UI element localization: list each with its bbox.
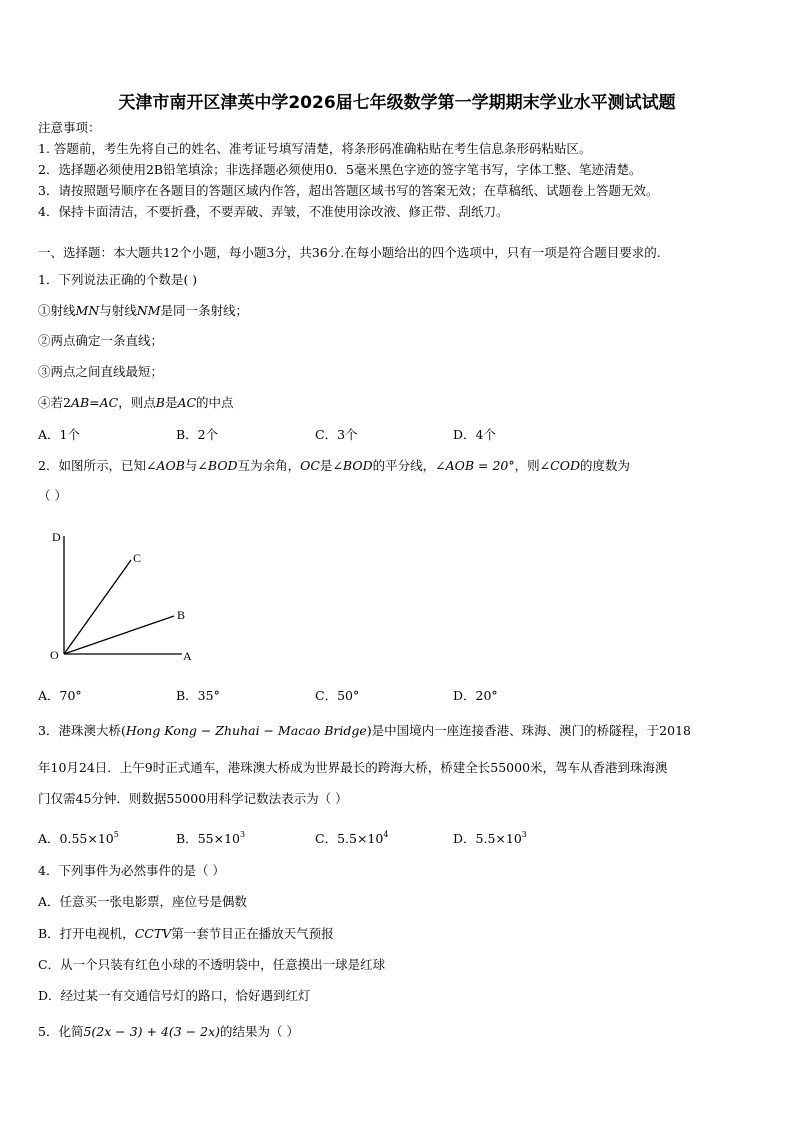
label-a: A (183, 649, 192, 663)
q1-statement-4: ④若2AB=AC，则点B是AC的中点 (38, 395, 234, 410)
q4-option-a: A．任意买一张电影票，座位号是偶数 (38, 894, 248, 909)
q4-option-b: B．打开电视机，CCTV第一套节目正在播放天气预报 (38, 926, 334, 941)
q3-option-d: D．$5.5\times 10^3$ (453, 830, 527, 846)
question-2-paren: （ ） (38, 488, 67, 503)
notice-item: 1. 答题前，考生先将自己的姓名、准考证号填写清楚，将条形码准确粘贴在考生信息条形码粘贴区。 (38, 141, 592, 156)
notice-item: 4．保持卡面清洁，不要折叠，不要弄破、弄皱，不准使用涂改液、修正带、刮纸刀。 (38, 204, 509, 219)
label-o: O (50, 648, 59, 662)
q1-option-a: A．1个 (38, 427, 80, 442)
q4-option-c: C．从一个只装有红色小球的不透明袋中，任意摸出一球是红球 (38, 957, 386, 972)
question-1-stem: 1．下列说法正确的个数是( ) (38, 272, 198, 287)
q2-option-b: B．35° (176, 688, 220, 703)
q1-statement-3: ③两点之间直线最短； (38, 364, 164, 379)
ray-ob (64, 616, 174, 654)
q3-option-c: C．$5.5\times 10^4$ (315, 830, 389, 846)
q2-option-c: C．50° (315, 688, 360, 703)
notice-item: 2．选择题必须使用2B铅笔填涂；非选择题必须使用0．5毫米黑色字迹的签字笔书写，字体工整、笔迹清楚。 (38, 162, 642, 177)
q3-option-a: A．$0.55\times 10^5$ (38, 830, 119, 846)
q2-option-d: D．20° (453, 688, 498, 703)
label-d: D (52, 530, 61, 544)
question-5-stem: 5．化简5(2x − 3) + 4(3 − 2x)的结果为（ ） (38, 1024, 300, 1039)
q1-option-c: C．3个 (315, 427, 358, 442)
question-3-line-3: 门仅需45分钟．则数据55000用科学记数法表示为（ ） (38, 791, 348, 806)
question-4-stem: 4．下列事件为必然事件的是（ ） (38, 863, 225, 878)
question-3-line-2: 年10月24日．上午9时正式通车，港珠澳大桥成为世界最长的跨海大桥，桥建全长55000米，驾车从香港到珠海澳 (38, 760, 668, 775)
question-3-line-1: 3．港珠澳大桥(Hong Kong − Zhuhai − Macao Bridge)是中国境内一座连接香港、珠海、澳门的桥隧程，于2018 (38, 723, 691, 738)
q1-option-b: B．2个 (176, 427, 219, 442)
notice-heading: 注意事项： (38, 120, 101, 135)
angle-figure (44, 526, 204, 666)
ray-oc (64, 560, 131, 654)
q3-option-b: B．$55\times 10^3$ (176, 830, 246, 846)
q1-statement-1: ①射线MN与射线NM是同一条射线； (38, 303, 249, 318)
section-heading: 一、选择题：本大题共12个小题，每小题3分，共36分.在每小题给出的四个选项中，只有一项是符合题目要求的. (38, 245, 661, 260)
page-title: 天津市南开区津英中学2026届七年级数学第一学期期末学业水平测试试题 (118, 93, 676, 113)
q4-option-d: D．经过某一有交通信号灯的路口，恰好遇到红灯 (38, 988, 311, 1003)
q1-option-d: D．4个 (453, 427, 496, 442)
q2-option-a: A．70° (38, 688, 82, 703)
q1-statement-2: ②两点确定一条直线； (38, 333, 164, 348)
label-c: C (133, 551, 142, 565)
notice-item: 3．请按照题号顺序在各题目的答题区域内作答，超出答题区域书写的答案无效；在草稿纸、试题卷上答题无效。 (38, 183, 659, 198)
question-2-stem: 2．如图所示，已知∠AOB与∠BOD互为余角，OC是∠BOD的平分线，∠AOB = 20°，则∠COD的度数为 (38, 458, 630, 473)
label-b: B (177, 608, 186, 622)
